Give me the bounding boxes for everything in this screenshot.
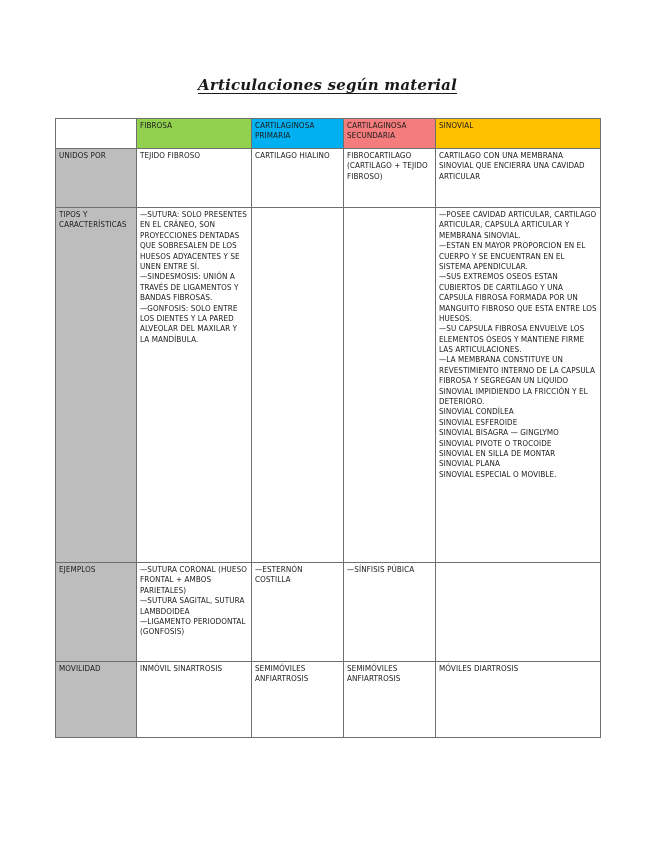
cell-tipos-cs [344,208,436,563]
cell-movilidad-fibrosa: INMÓVIL SINARTROSIS [137,662,252,738]
tipos-sinovial-line: SINOVIAL PIVOTE O TROCOIDE [439,438,552,448]
tipos-sinovial-line: —LA MEMBRANA CONSTITUYE UN REVESTIMIENTO INTERNO DE LA CAPSULA FIBROSA Y SEGREGAN UN LIQUIDO SINOVIAL IMPIDIENDO LA FRICCIÓN Y EL DETERIORO. [439,355,595,407]
cell-movilidad-sinovial: MÓVILES DIARTROSIS [436,662,601,738]
tipos-sinovial-line: —SU CAPSULA FIBROSA ENVUELVE LOS ELEMENTOS ÓSEOS Y MANTIENE FIRME LAS ARTICULACIONES. [439,324,585,355]
ejemplos-fibrosa-line: —SUTURA SAGITAL, SUTURA LAMBDOIDEA [140,596,245,616]
cell-tipos-cp [252,208,344,563]
cell-tipos-sinovial [436,208,601,563]
cell-movilidad-cp: SEMIMÓVILES ANFIARTROSIS [252,662,344,738]
header-sinovial: SINOVIAL [436,119,601,149]
row-ejemplos [56,563,601,662]
cell-unidos-cp: CARTILAGO HIALINO [252,149,344,208]
tipos-fibrosa-line: —SINDESMOSIS: UNIÓN A TRAVÉS DE LIGAMENTOS Y BANDAS FIBROSAS. [140,272,239,303]
tipos-sinovial-line: SINOVIAL BISAGRA — GINGLYMO [439,428,559,438]
cell-movilidad-cs: SEMIMÓVILES ANFIARTROSIS [344,662,436,738]
header-cartilaginosa-primaria: CARTILAGINOSA PRIMARIA [252,119,344,149]
tipos-sinovial-line: SINOVIAL EN SILLA DE MONTAR [439,448,556,458]
header-row [56,119,601,149]
tipos-sinovial-line: —POSEE CAVIDAD ARTICULAR, CARTILAGO ARTICULAR, CAPSULA ARTICULAR Y MEMBRANA SINOVIAL. [439,210,597,240]
header-empty-cell [56,119,137,149]
row-label-movilidad: MOVILIDAD [56,662,137,738]
header-fibrosa: FIBROSA [137,119,252,149]
articulaciones-table [55,118,601,738]
cell-ejemplos-fibrosa [137,563,252,662]
tipos-fibrosa-line: —SUTURA: SOLO PRESENTES EN EL CRÁNEO, SON PROYECCIONES DENTADAS QUE SOBRESALEN DE LOS HUESOS ADYACENTES Y SE UNEN ENTRE SÍ. [140,210,247,271]
tipos-sinovial-line: SINOVIAL CONDÍLEA [439,407,514,417]
tipos-sinovial-line: —ESTAN EN MAYOR PROPORCION EN EL CUERPO Y SE ENCUENTRAN EN EL SISTEMA APENDICULAR. [439,241,586,271]
row-movilidad [56,662,601,738]
ejemplos-fibrosa-line: —SUTURA CORONAL (HUESO FRONTAL + AMBOS PARIETALES) [140,565,248,595]
row-label-tipos: TIPOS Y CARACTERÍSTICAS [56,208,137,563]
cell-unidos-fibrosa: TEJIDO FIBROSO [137,149,252,208]
row-label-unidos-por: UNIDOS POR [56,149,137,208]
tipos-sinovial-line: SINOVIAL ESFEROIDE [439,417,518,427]
tipos-sinovial-line: —SUS EXTREMOS OSEOS ESTAN CUBIERTOS DE CARTILAGO Y UNA CAPSULA FIBROSA FORMADA POR UN MANGUITO FIBROSO QUE ESTA ENTRE LOS HUESOS. [439,272,597,323]
cell-tipos-fibrosa [137,208,252,563]
cell-ejemplos-sinovial [436,563,601,662]
tipos-sinovial-line: SINOVIAL ESPECIAL O MOVIBLE. [439,469,557,479]
cell-ejemplos-cs: —SÍNFISIS PÚBICA [344,563,436,662]
cell-ejemplos-cp: —ESTERNÓN COSTILLA [252,563,344,662]
row-label-ejemplos: EJEMPLOS [56,563,137,662]
row-tipos [56,208,601,563]
page-title: Articulaciones según material [198,76,457,94]
header-cartilaginosa-secundaria: CARTILAGINOSA SECUNDARIA [344,119,436,149]
row-unidos-por [56,149,601,208]
tipos-fibrosa-line: —GONFOSIS: SOLO ENTRE LOS DIENTES Y LA PARED ALVEOLAR DEL MAXILAR Y LA MANDÍBULA. [140,303,238,344]
tipos-sinovial-line: SINOVIAL PLANA [439,459,501,469]
cell-unidos-sinovial: CARTILAGO CON UNA MEMBRANA SINOVIAL QUE ENCIERRA UNA CAVIDAD ARTICULAR [436,149,601,208]
cell-unidos-cs: FIBROCARTILAGO (CARTILAGO + TEJIDO FIBROSO) [344,149,436,208]
ejemplos-fibrosa-line: —LIGAMENTO PERIODONTAL (GONFOSIS) [140,616,246,637]
